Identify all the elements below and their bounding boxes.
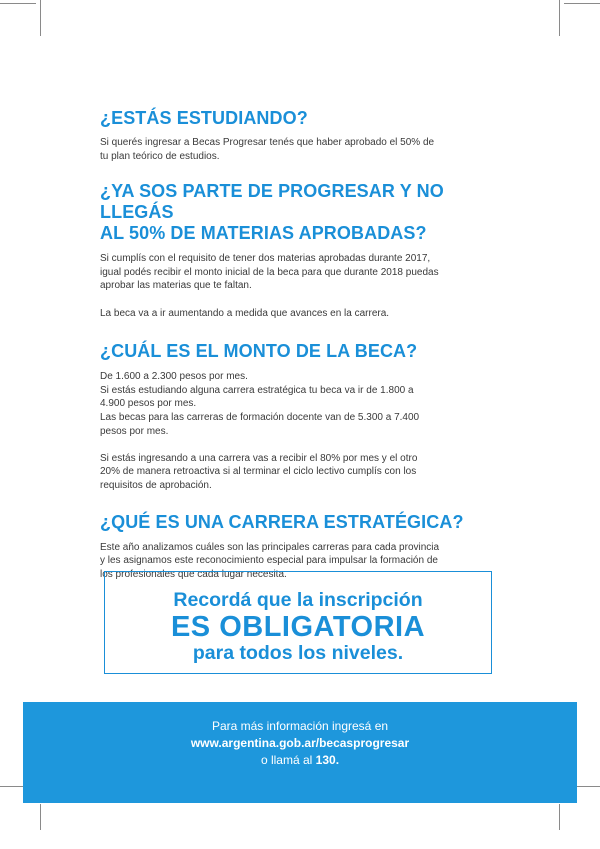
text-line: los profesionales que cada lugar necesita. [100,568,287,580]
text-line: Si querés ingresar a Becas Progresar tenés que haber aprobado el 50% de [100,137,435,148]
callout-line: para todos los niveles. [192,642,404,664]
crop-mark [40,804,41,830]
text-line: pesos por mes. [100,425,169,437]
crop-mark [559,804,560,830]
footer-phone-number[interactable]: 130. [315,753,340,767]
callout-emphasis: ES OBLIGATORIA [170,611,426,643]
section-heading-carrera-estrategica: ¿QUÉ ES UNA CARRERA ESTRATÉGICA? [100,511,464,532]
section-paragraph [100,452,480,493]
text-line: 4.900 pesos por mes. [100,398,197,410]
text-line: Si estás estudiando alguna carrera estratégica tu beca va ir de 1.800 a [100,384,414,396]
section-paragraph [100,252,480,293]
text-line: Si estás ingresando a una carrera vas a recibir el 80% por mes y el otro [100,452,418,464]
crop-mark [559,0,560,36]
footer-phone-line [23,753,577,768]
crop-mark [564,3,600,4]
callout-box [104,571,492,674]
text-line: igual podés recibir el monto inicial de la beca para que durante 2018 puedas [100,266,439,278]
text-line: tu plan teórico de estudios. [100,150,220,162]
text-line: De 1.600 a 2.300 pesos por mes. [100,371,248,383]
text-line: y les asignamos este reconocimiento especial para impulsar la formación de [100,555,438,567]
section-heading-estudiando: ¿ESTÁS ESTUDIANDO? [100,108,308,128]
text-line: La beca va a ir aumentando a medida que avances en la carrera. [100,307,390,319]
footer-banner [23,702,577,803]
crop-mark [40,0,41,36]
footer-phone-prefix: o llamá al [260,753,316,767]
section-heading-progresar [100,181,480,244]
main-content [100,108,480,581]
callout-line: Recordá que la inscripción [173,589,423,611]
footer-url-link[interactable]: www.argentina.gob.ar/becasprogresar [190,736,410,750]
text-line: Las becas para las carreras de formación docente van de 5.300 a 7.400 [100,411,420,423]
text-line: aprobar las materias que te faltan. [100,280,252,292]
text-line: Este año analizamos cuáles son las principales carreras para cada provincia [100,541,440,553]
heading-line: AL 50% DE MATERIAS APROBADAS? [100,223,427,244]
text-line: requisitos de aprobación. [100,479,212,491]
section-paragraph [100,307,480,321]
section-heading-monto: ¿CUÁL ES EL MONTO DE LA BECA? [100,341,418,362]
text-line: 20% de manera retroactiva si al terminar el ciclo lectivo cumplís con los [100,466,417,478]
heading-line: ¿YA SOS PARTE DE PROGRESAR Y NO LLEGÁS [100,181,444,223]
footer-intro: Para más información ingresá en [211,719,389,733]
section-paragraph [100,370,480,438]
section-paragraph [100,136,480,163]
text-line: Si cumplís con el requisito de tener dos materias aprobadas durante 2017, [100,253,431,265]
crop-mark [0,3,36,4]
